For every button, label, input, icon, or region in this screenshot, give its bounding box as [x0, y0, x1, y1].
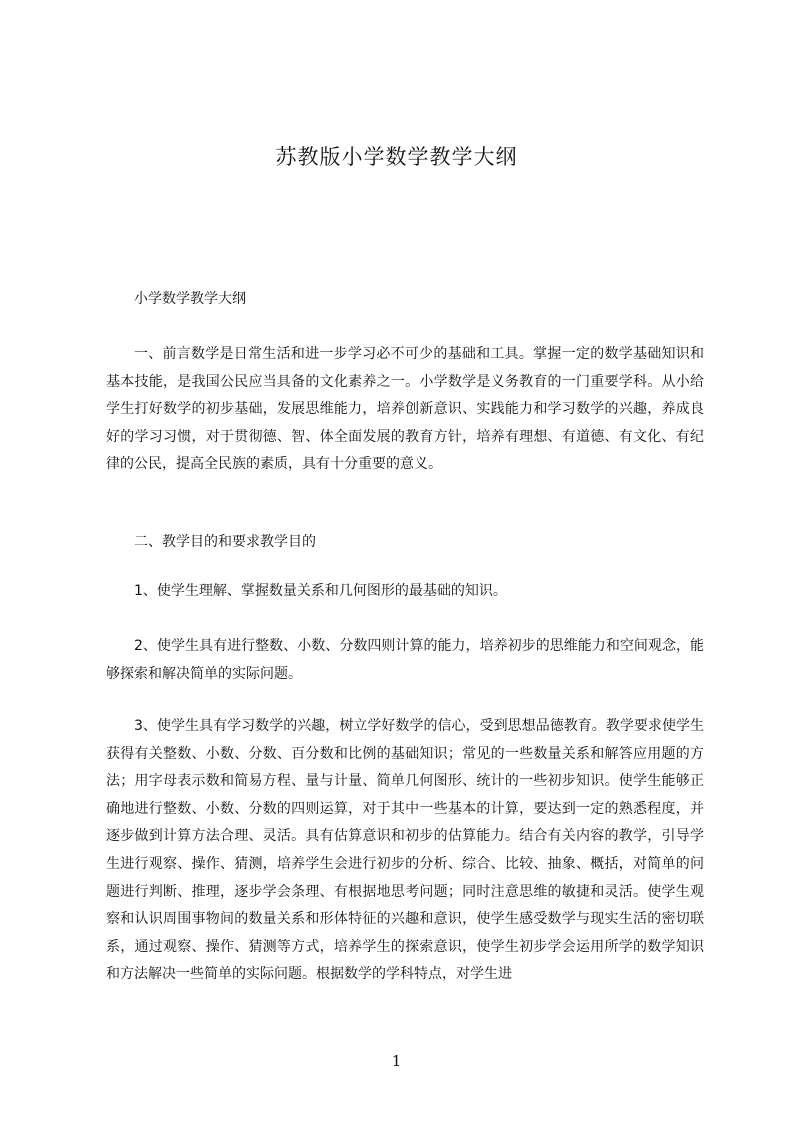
paragraph-objective-3: 3、使学生具有学习数学的兴趣，树立学好数学的信心，受到思想品德教育。教学要求使学生获得有关整数、小数、分数、百分数和比例的基础知识；常见的一些数量关系和解答应用题的方法；用字母表示数和简易方程、量与计量、简单几何图形、统计的一些初步知识。使学生能够正确地进行整数、小数、分数的四则运算，对于其中一些基本的计算，要达到一定的熟悉程度，并逐步做到计算方法合理、灵活。具有估算意识和初步的估算能力。结合有关内容的教学，引导学生进行观察、操作、猜测，培养学生会进行初步的分析、综合、比较、抽象、概括，对简单的问题进行判断、推理，逐步学会条理、有根据地思考问题；同时注意思维的敏捷和灵活。使学生观察和认识周围事物间的数量关系和形体特征的兴趣和意识，使学生感受数学与现实生活的密切联系，通过观察、操作、猜测等方式，培养学生的探索意识，使学生初步学会运用所学的数学知识和方法解决一些简单的实际问题。根据数学的学科特点，对学生进	[106, 718, 704, 983]
section-heading: 小学数学教学大纲	[134, 291, 246, 307]
paragraph-preface: 一、前言数学是日常生活和进一步学习必不可少的基础和工具。掌握一定的数学基础知识和基本技能，是我国公民应当具备的文化素养之一。小学数学是义务教育的一门重要学科。从小给学生打好数学的初步基础，发展思维能力，培养创新意识、实践能力和学习数学的兴趣，养成良好的学习习惯，对于贯彻德、智、体全面发展的教育方针，培养有理想、有道德、有文化、有纪律的公民，提高全民族的素质，具有十分重要的意义。	[106, 346, 704, 473]
document-title: 苏教版小学数学教学大纲	[275, 145, 518, 169]
paragraph-objective-2: 2、使学生具有进行整数、小数、分数四则计算的能力，培养初步的思维能力和空间观念，能够探索和解决简单的实际问题。	[106, 638, 704, 682]
paragraph-objectives-heading: 二、教学目的和要求教学目的	[134, 534, 316, 550]
paragraph-objective-1: 1、使学生理解、掌握数量关系和几何图形的最基础的知识。	[134, 583, 507, 599]
page-number: 1	[391, 1052, 402, 1070]
